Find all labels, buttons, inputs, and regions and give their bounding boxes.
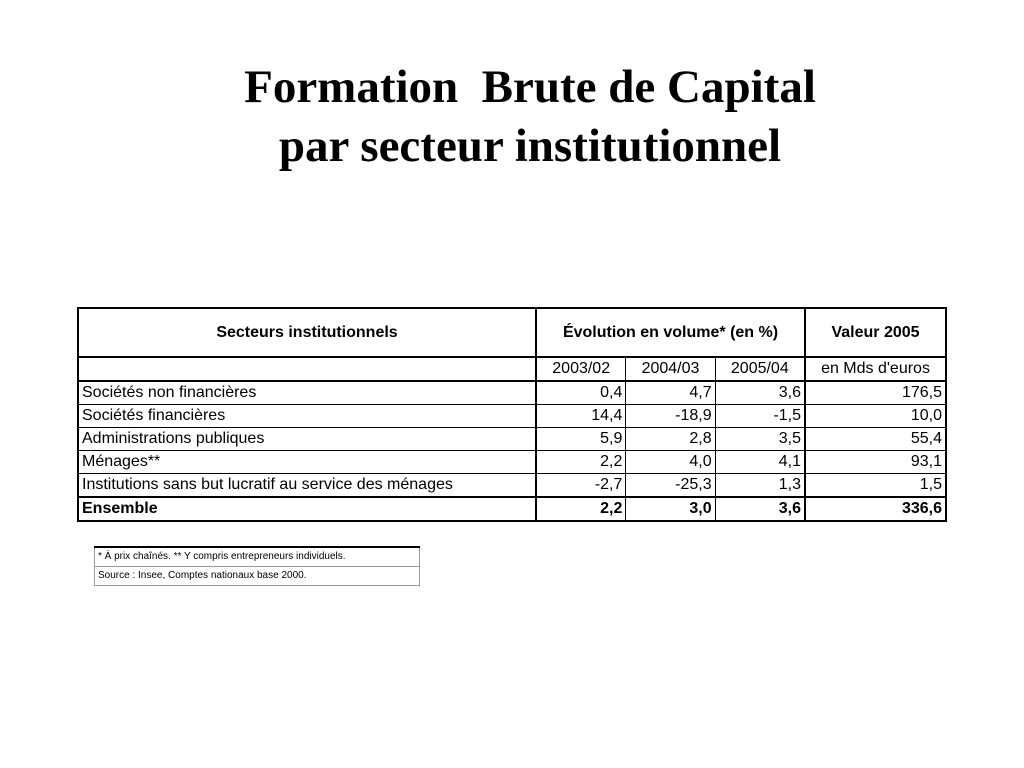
total-2005-04: 3,6 [715,497,805,521]
table-header-row [78,308,946,357]
footnote-row [95,547,420,567]
cell-value-2005: 10,0 [805,405,946,428]
notes-table [94,546,420,586]
title-line-2: par secteur institutionnel [278,120,782,172]
subheader-2005-04: 2005/04 [715,357,805,381]
subheader-2004-03: 2004/03 [626,357,715,381]
cell-2003-02: 14,4 [536,405,626,428]
cell-2003-02: 2,2 [536,451,626,474]
row-label: Administrations publiques [78,428,536,451]
cell-2005-04: 1,3 [715,474,805,498]
total-2003-02: 2,2 [536,497,626,521]
table-row [78,474,946,498]
subheader-unit: en Mds d'euros [805,357,946,381]
title-line-1: Formation Brute de Capital [244,61,816,113]
subheader-empty [78,357,536,381]
cell-2005-04: 3,6 [715,381,805,405]
cell-2004-03: -18,9 [626,405,715,428]
cell-2003-02: -2,7 [536,474,626,498]
header-sectors: Secteurs institutionnels [78,308,536,357]
cell-2004-03: 4,7 [626,381,715,405]
total-value-2005: 336,6 [805,497,946,521]
cell-value-2005: 93,1 [805,451,946,474]
fbcf-table [77,307,947,522]
cell-value-2005: 55,4 [805,428,946,451]
header-value: Valeur 2005 [805,308,946,357]
subheader-2003-02: 2003/02 [536,357,626,381]
table-row [78,381,946,405]
cell-2004-03: -25,3 [626,474,715,498]
row-label: Ménages** [78,451,536,474]
cell-2004-03: 4,0 [626,451,715,474]
cell-2005-04: 4,1 [715,451,805,474]
total-label: Ensemble [78,497,536,521]
table-row [78,451,946,474]
total-2004-03: 3,0 [626,497,715,521]
table-total-row [78,497,946,521]
cell-2003-02: 0,4 [536,381,626,405]
cell-value-2005: 176,5 [805,381,946,405]
cell-2004-03: 2,8 [626,428,715,451]
cell-value-2005: 1,5 [805,474,946,498]
source-text: Source : Insee, Comptes nationaux base 2000. [95,567,420,586]
row-label: Sociétés non financières [78,381,536,405]
cell-2005-04: 3,5 [715,428,805,451]
cell-2003-02: 5,9 [536,428,626,451]
header-evolution: Évolution en volume* (en %) [536,308,805,357]
footnote-text: * À prix chaînés. ** Y compris entrepreneurs individuels. [95,547,420,567]
row-label: Institutions sans but lucratif au service des ménages [78,474,536,498]
table-subheader-row [78,357,946,381]
row-label: Sociétés financières [78,405,536,428]
cell-2005-04: -1,5 [715,405,805,428]
table-row [78,428,946,451]
page-title [130,58,930,176]
table-row [78,405,946,428]
source-row [95,567,420,586]
